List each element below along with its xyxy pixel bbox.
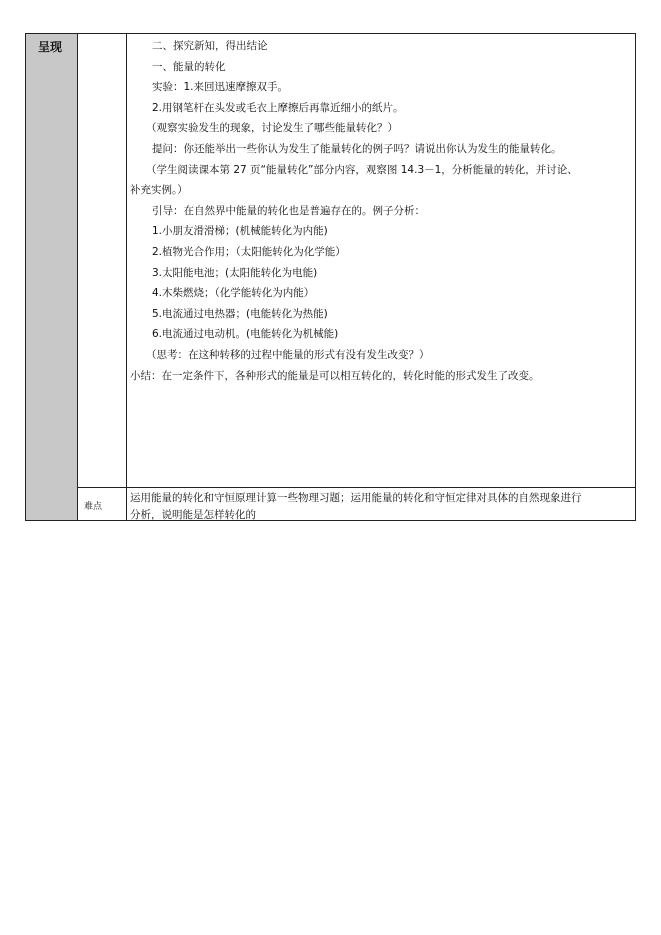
row-label: 呈现 [38,40,63,54]
reading-text-line1: （学生阅读课本第 27 页“能量转化”部分内容，观察图 14.3－1，分析能量的转化，并讨论、 [146,163,578,176]
guide-text: 引导：在自然界中能量的转化也是普遍存在的。例子分析： [152,204,425,217]
question-text: 提问：你还能举出一些你认为发生了能量转化的例子吗？请说出你认为发生的能量转化。 [152,142,562,155]
example-item: 2.植物光合作用；（太阳能转化为化学能） [152,245,346,258]
experiment-step-1: 实验：1.来回迅速摩擦双手。 [152,81,289,94]
lesson-table [25,33,636,521]
summary-text: 小结：在一定条件下，各种形式的能量是可以相互转化的，转化时能的形式发生了改变。 [130,369,540,382]
difficulty-label: 难点 [84,502,103,512]
experiment-step-2: 2.用钢笔杆在头发或毛衣上摩擦后再靠近细小的纸片。 [152,101,404,114]
example-item: 5.电流通过电热器；(电能转化为热能) [152,307,328,320]
sub-label-column [78,34,127,520]
think-note: （思考：在这种转移的过程中能量的形式有没有发生改变？） [146,348,430,361]
example-item: 1.小朋友滑滑梯；(机械能转化为内能) [152,225,328,238]
example-item: 6.电流通过电动机。(电能转化为机械能) [152,328,339,341]
example-item: 3.太阳能电池；(太阳能转化为电能) [152,266,318,279]
difficulty-content [130,490,633,523]
example-item: 4.木柴燃烧；（化学能转化为内能） [152,287,315,300]
observe-note: （观察实验发生的现象，讨论发生了哪些能量转化？） [146,122,398,135]
difficulty-line2: 分析，说明能是怎样转化的 [130,508,256,521]
teaching-content [130,36,630,386]
section-heading: 二、探究新知，得出结论 [152,40,268,52]
row-divider [78,487,635,488]
difficulty-line1: 运用能量的转化和守恒原理计算一些物理习题；运用能量的转化和守恒定律对具体的自然现象进行 [130,492,582,504]
reading-text-line2: 补充实例。） [130,184,188,197]
subsection-heading: 一、能量的转化 [152,60,226,73]
row-label-cell [26,34,78,520]
